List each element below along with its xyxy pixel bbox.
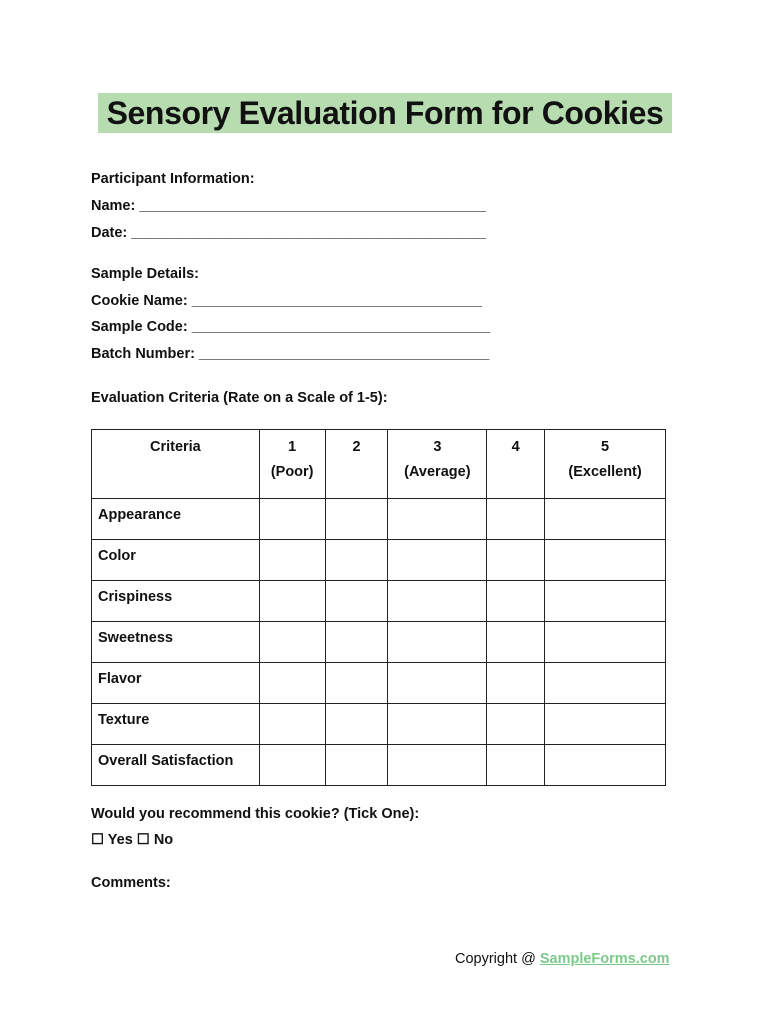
- batch-number-field[interactable]: Batch Number: ____________________________________: [91, 346, 490, 362]
- table-row: [92, 499, 666, 540]
- cookie-name-field[interactable]: Cookie Name: ____________________________________: [91, 293, 483, 309]
- rating-cell[interactable]: [259, 581, 325, 622]
- criteria-label: Color: [92, 540, 260, 581]
- rating-cell[interactable]: [487, 745, 545, 786]
- rating-cell[interactable]: [487, 622, 545, 663]
- rating-cell[interactable]: [259, 540, 325, 581]
- table-row: [92, 622, 666, 663]
- table-header-row: [92, 430, 666, 499]
- rating-cell[interactable]: [487, 499, 545, 540]
- rating-cell[interactable]: [325, 663, 388, 704]
- rating-cell[interactable]: [545, 540, 666, 581]
- table-row: [92, 581, 666, 622]
- criteria-label: Overall Satisfaction: [92, 745, 260, 786]
- recommend-question: Would you recommend this cookie? (Tick One):: [91, 806, 420, 822]
- criteria-label: Texture: [92, 704, 260, 745]
- column-header: 4: [487, 430, 545, 499]
- table-row: [92, 540, 666, 581]
- table-row: [92, 704, 666, 745]
- sample-heading: Sample Details:: [91, 266, 199, 282]
- rating-cell[interactable]: [388, 540, 487, 581]
- column-header: 5 (Excellent): [545, 430, 666, 499]
- comments-label: Comments:: [91, 875, 171, 891]
- rating-cell[interactable]: [325, 622, 388, 663]
- rating-cell[interactable]: [487, 540, 545, 581]
- evaluation-heading: Evaluation Criteria (Rate on a Scale of 1-5):: [91, 390, 388, 406]
- name-field[interactable]: Name: ___________________________________________: [91, 198, 487, 214]
- rating-cell[interactable]: [487, 704, 545, 745]
- rating-cell[interactable]: [388, 581, 487, 622]
- rating-cell[interactable]: [259, 704, 325, 745]
- title-highlight: [98, 93, 672, 133]
- rating-cell[interactable]: [259, 745, 325, 786]
- rating-cell[interactable]: [545, 663, 666, 704]
- criteria-label: Sweetness: [92, 622, 260, 663]
- rating-cell[interactable]: [388, 663, 487, 704]
- date-field[interactable]: Date: ____________________________________________: [91, 225, 487, 241]
- rating-cell[interactable]: [259, 622, 325, 663]
- recommend-options[interactable]: ☐ Yes ☐ No: [91, 832, 174, 848]
- rating-cell[interactable]: [487, 663, 545, 704]
- criteria-label: Crispiness: [92, 581, 260, 622]
- rating-cell[interactable]: [259, 499, 325, 540]
- rating-cell[interactable]: [388, 745, 487, 786]
- copyright-prefix: Copyright @: [455, 951, 540, 967]
- rating-cell[interactable]: [388, 622, 487, 663]
- criteria-label: Flavor: [92, 663, 260, 704]
- rating-cell[interactable]: [325, 745, 388, 786]
- rating-cell[interactable]: [545, 622, 666, 663]
- rating-cell[interactable]: [259, 663, 325, 704]
- rating-cell[interactable]: [545, 581, 666, 622]
- column-header: 3 (Average): [388, 430, 487, 499]
- table-row: [92, 745, 666, 786]
- rating-cell[interactable]: [325, 499, 388, 540]
- participant-heading: Participant Information:: [91, 171, 255, 187]
- rating-cell[interactable]: [325, 581, 388, 622]
- criteria-label: Appearance: [92, 499, 260, 540]
- rating-cell[interactable]: [388, 704, 487, 745]
- rating-cell[interactable]: [325, 540, 388, 581]
- column-header: Criteria: [92, 430, 260, 499]
- rating-cell[interactable]: [545, 745, 666, 786]
- table-row: [92, 663, 666, 704]
- evaluation-table: [91, 429, 666, 786]
- rating-cell[interactable]: [487, 581, 545, 622]
- rating-cell[interactable]: [545, 499, 666, 540]
- rating-cell[interactable]: [325, 704, 388, 745]
- brand-link[interactable]: SampleForms.com: [539, 951, 670, 967]
- page-title: Sensory Evaluation Form for Cookies: [106, 95, 664, 131]
- column-header: 2: [325, 430, 388, 499]
- copyright-footer: [455, 951, 670, 967]
- rating-cell[interactable]: [545, 704, 666, 745]
- rating-cell[interactable]: [388, 499, 487, 540]
- sample-code-field[interactable]: Sample Code: _____________________________________: [91, 319, 491, 335]
- column-header: 1 (Poor): [259, 430, 325, 499]
